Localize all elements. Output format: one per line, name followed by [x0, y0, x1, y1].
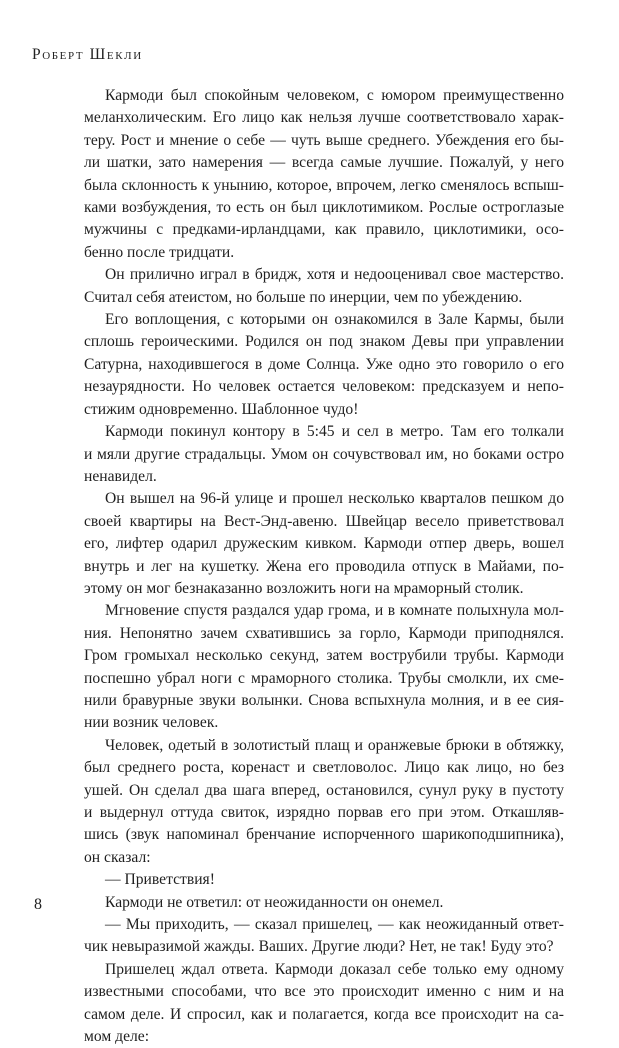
text-line: незаурядности. Но человек остается человеком: предсказуем и непо-: [84, 378, 564, 396]
paragraph-8: [84, 869, 564, 891]
text-line: нии возник человек.: [84, 714, 219, 732]
text-line: своей квартиры на Вест-Энд-авеню. Швейцар весело приветствовал: [84, 512, 564, 530]
text-line: был среднего роста, коренаст и светловолос. Лицо как лицо, но без: [84, 759, 564, 777]
text-line: мужчины с предками-ирландцами, как правило, циклотимики, осо-: [84, 221, 564, 239]
text-line: чик невыразимой жажды. Ваших. Другие люди? Нет, не так! Буду это?: [84, 938, 554, 956]
paragraph-5: [84, 488, 564, 600]
text-line: стижим одновременно. Шаблонное чудо!: [84, 400, 359, 418]
text-line: нили бравурные звуки волынки. Снова вспыхнула молния, и в ее сия-: [84, 691, 564, 709]
text-line: поспешно убрал ноги с мраморного столика. Трубы смолкли, их сме-: [84, 669, 564, 687]
text-line: он сказал:: [84, 848, 151, 866]
text-line: Пришелец ждал ответа. Кармоди доказал себе только ему одному: [105, 960, 564, 978]
text-line: ушей. Он сделал два шага вперед, остановился, сунул руку в пустоту: [84, 781, 564, 799]
page-number: 8: [34, 896, 42, 913]
text-line: Мгновение спустя раздался удар грома, и в комнате полыхнула мол-: [105, 602, 564, 620]
text-line: ками возбуждения, то есть он был циклотимиком. Рослые остроглазые: [84, 199, 564, 217]
text-line: и мяли другие страдальцы. Умом он сочувствовал им, но боками остро: [84, 445, 564, 463]
text-line: Он вышел на 96-й улице и прошел несколько кварталов пешком до: [105, 490, 564, 508]
paragraph-9: [84, 892, 564, 914]
text-line: — Приветствия!: [105, 871, 215, 889]
text-line: ния. Непонятно зачем схватившись за горло, Кармоди приподнялся.: [84, 624, 564, 642]
text-line: меланхолическим. Его лицо как нельзя лучше соответствовало харак-: [84, 109, 564, 127]
text-line: Его воплощения, с которыми он ознакомился в Зале Кармы, были: [105, 311, 564, 329]
text-line: бенно после тридцати.: [84, 243, 235, 261]
text-line: мом деле:: [84, 1028, 150, 1046]
paragraph-10: [84, 914, 564, 959]
paragraph-2: [84, 264, 564, 309]
text-line: ненавидел.: [84, 467, 157, 485]
text-line: Человек, одетый в золотистый плащ и оранжевые брюки в обтяжку,: [105, 736, 564, 754]
text-line: Кармоди не ответил: от неожиданности он онемел.: [105, 893, 444, 911]
paragraph-1: [84, 85, 564, 264]
text-line: была склонность к унынию, которое, впрочем, легко сменялось вспыш-: [84, 176, 564, 194]
running-head: Роберт Шекли: [32, 46, 143, 63]
paragraph-3: [84, 309, 564, 421]
text-line: известными способами, что все это происходит именно с ним и на: [84, 983, 564, 1001]
text-line: Кармоди был спокойным человеком, с юмором преимущественно: [105, 87, 564, 104]
text-line: внутрь и лег на кушетку. Жена его проводила отпуск в Майами, по-: [84, 557, 564, 575]
paragraph-7: [84, 735, 564, 869]
text-line: и выдернул оттуда свиток, изрядно порвав его при этом. Откашляв-: [84, 804, 564, 821]
text-line: сплошь героическими. Родился он под знаком Девы при управлении: [84, 333, 564, 351]
text-line: Гром громыхал несколько секунд, затем вострубили трубы. Кармоди: [84, 647, 564, 665]
text-line: его, лифтер одарил дружеским кивком. Кармоди отпер дверь, вошел: [84, 535, 564, 553]
text-line: самом деле. И спросил, как и полагается, когда все происходит на са-: [84, 1005, 564, 1023]
text-line: Он прилично играл в бридж, хотя и недооценивал свое мастерство.: [105, 266, 564, 284]
paragraph-4: [84, 421, 564, 488]
text-line: Сатурна, находившегося в доме Солнца. Уже одно это говорило о его: [84, 355, 564, 373]
body-text: [84, 85, 564, 1048]
text-line: — Мы приходить, — сказал пришелец, — как неожиданный ответ-: [105, 916, 564, 934]
text-line: Кармоди покинул контору в 5:45 и сел в метро. Там его толкали: [105, 423, 564, 441]
text-line: этому он мог безнаказанно возложить ноги на мраморный столик.: [84, 579, 524, 597]
paragraph-6: [84, 600, 564, 734]
text-line: теру. Рост и мнение о себе — чуть выше среднего. Убеждения его бы-: [84, 131, 564, 149]
text-line: шись (звук напоминал бренчание испорченного шарикоподшипника),: [84, 826, 564, 844]
text-line: Считал себя атеистом, но больше по инерции, чем по убеждению.: [84, 288, 523, 306]
text-line: ли шатки, зато намерения — всегда самые лучшие. Пожалуй, у него: [84, 154, 564, 172]
paragraph-11: [84, 959, 564, 1048]
